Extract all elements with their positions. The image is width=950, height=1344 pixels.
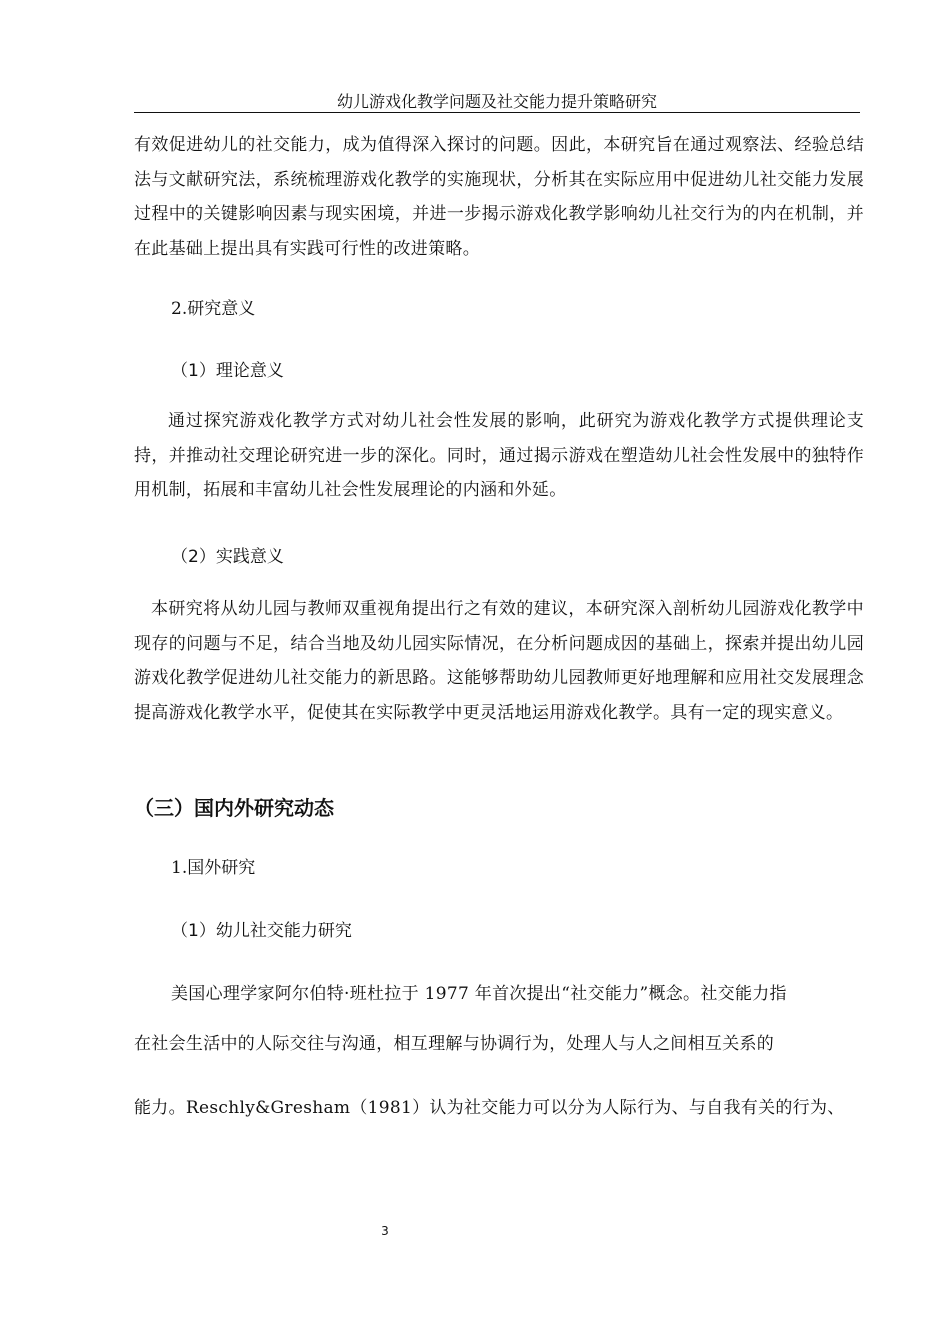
heading-research-significance: 2.研究意义	[171, 299, 256, 319]
paragraph-line-1: 美国心理学家阿尔伯特·班杜拉于 1977 年首次提出“社交能力”概念。社交能力指	[171, 984, 787, 1004]
running-header: 幼儿游戏化教学问题及社交能力提升策略研究	[336, 92, 657, 111]
paragraph-practical-significance: 本研究将从幼儿园与教师双重视角提出行之有效的建议，本研究深入剖析幼儿园游戏化教学中现存的问题与不足，结合当地及幼儿园实际情况，在分析问题成因的基础上，探索并提出幼儿园游戏化教学促进幼儿社交能力的新思路。这能够帮助幼儿园教师更好地理解和应用社交发展理念提高游戏化教学水平，促使其在实际教学中更灵活地运用游戏化教学。具有一定的现实意义。	[134, 599, 864, 723]
header-rule	[134, 112, 860, 113]
heading-research-trends: （三）国内外研究动态	[134, 796, 334, 820]
page-number: 3	[381, 1224, 389, 1238]
paragraph-line-3: 能力。Reschly&Gresham（1981）认为社交能力可以分为人际行为、与自我有关的行为、	[134, 1098, 845, 1118]
paragraph-theoretical-significance: 通过探究游戏化教学方式对幼儿社会性发展的影响，此研究为游戏化教学方式提供理论支持，并推动社交理论研究进一步的深化。同时，通过揭示游戏在塑造幼儿社会性发展中的独特作用机制，拓展和丰富幼儿社会性发展理论的内涵和外延。	[134, 411, 864, 500]
heading-theoretical-significance: （1）理论意义	[171, 361, 284, 381]
paragraph-intro-continued: 有效促进幼儿的社交能力，成为值得深入探讨的问题。因此，本研究旨在通过观察法、经验总结法与文献研究法，系统梳理游戏化教学的实施现状，分析其在实际应用中促进幼儿社交能力发展过程中的关键影响因素与现实困境，并进一步揭示游戏化教学影响幼儿社交行为的内在机制，并在此基础上提出具有实践可行性的改进策略。	[134, 135, 864, 259]
heading-practical-significance: （2）实践意义	[171, 547, 284, 567]
paragraph-line-2: 在社会生活中的人际交往与沟通，相互理解与协调行为，处理人与人之间相互关系的	[134, 1034, 775, 1054]
heading-foreign-research: 1.国外研究	[171, 858, 256, 878]
heading-child-social-ability: （1）幼儿社交能力研究	[171, 921, 352, 941]
